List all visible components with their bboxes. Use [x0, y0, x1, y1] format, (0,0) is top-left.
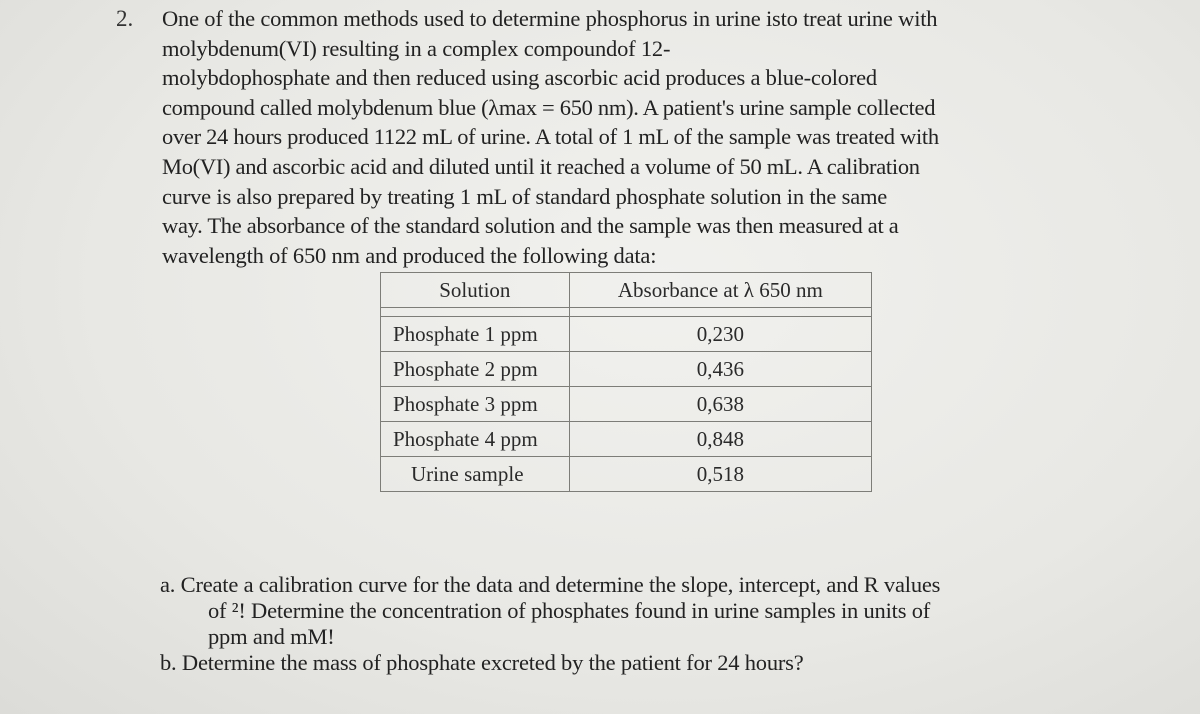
paragraph-line: molybdophosphate and then reduced using ascorbic acid produces a blue-colored: [162, 65, 877, 91]
cell-solution: Phosphate 2 ppm: [381, 352, 570, 387]
cell-solution: Phosphate 3 ppm: [381, 387, 570, 422]
header-absorbance: Absorbance at λ 650 nm: [569, 273, 871, 308]
paragraph-line: Mo(VI) and ascorbic acid and diluted until it reached a volume of 50 mL. A calibration: [162, 153, 920, 179]
table-row: [381, 422, 872, 457]
paragraph-line: compound called molybdenum blue (λmax = 650 nm). A patient's urine sample collected: [162, 94, 936, 120]
cell-solution: Phosphate 4 ppm: [381, 422, 570, 457]
cell-solution: Phosphate 1 ppm: [381, 317, 570, 352]
table-row: [381, 317, 872, 352]
cell-absorbance: 0,638: [569, 387, 871, 422]
paragraph-line: over 24 hours produced 1122 mL of urine. A total of 1 mL of the sample was treated with: [162, 124, 939, 150]
subquestion-b-line: b. Determine the mass of phosphate excreted by the patient for 24 hours?: [160, 650, 804, 675]
cell-solution: Urine sample: [381, 457, 570, 492]
cell-absorbance: 0,848: [569, 422, 871, 457]
header-solution: Solution: [381, 273, 570, 308]
table-row: [381, 352, 872, 387]
paragraph-line: molybdenum(VI) resulting in a complex compoundof 12-: [162, 35, 671, 61]
data-table-container: [380, 272, 872, 492]
subquestion-a-line: ppm and mM!: [208, 624, 335, 649]
subquestion-a-line: of ²! Determine the concentration of phosphates found in urine samples in units of: [208, 598, 931, 623]
paragraph-line: way. The absorbance of the standard solution and the sample was then measured at a: [162, 213, 899, 239]
table-spacer-row: [381, 308, 872, 317]
cell-absorbance: 0,518: [569, 457, 871, 492]
paragraph-line: curve is also prepared by treating 1 mL of standard phosphate solution in the same: [162, 183, 888, 209]
table-row: [381, 457, 872, 492]
cell-absorbance: 0,230: [569, 317, 871, 352]
table-row: [381, 387, 872, 422]
paragraph-line: One of the common methods used to determine phosphorus in urine isto treat urine with: [162, 6, 938, 31]
subquestions: [160, 572, 1100, 676]
absorbance-table: [380, 272, 872, 492]
question-paragraph: [162, 4, 1102, 270]
subquestion-a-line: a. Create a calibration curve for the data and determine the slope, intercept, and R values: [160, 572, 941, 597]
cell-absorbance: 0,436: [569, 352, 871, 387]
table-header-row: [381, 273, 872, 308]
question-number: 2.: [116, 6, 134, 31]
paragraph-line: wavelength of 650 nm and produced the following data:: [162, 242, 657, 268]
